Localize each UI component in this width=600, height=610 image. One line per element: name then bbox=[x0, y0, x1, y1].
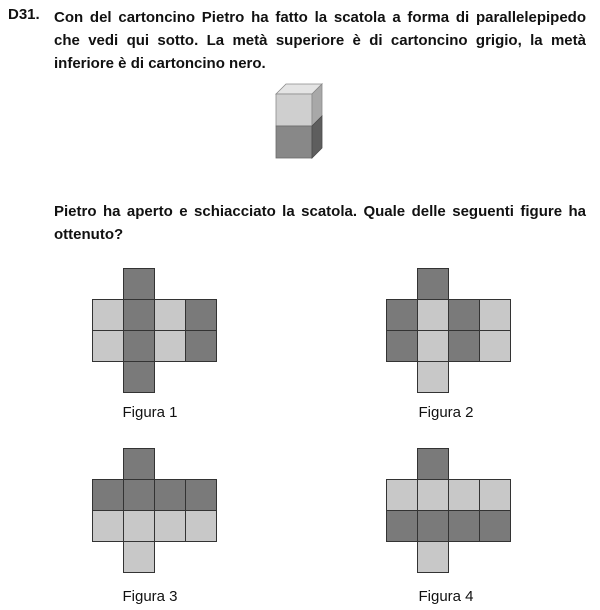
figure-3-cell-bottom bbox=[124, 542, 155, 573]
figure-1-cell-row2-3 bbox=[155, 331, 186, 362]
figure-4-cell-row2-3 bbox=[449, 511, 480, 542]
figure-1-cell-row2-4 bbox=[186, 331, 217, 362]
figure-3-net[interactable] bbox=[92, 448, 217, 573]
figure-3-cell-row2-2 bbox=[124, 511, 155, 542]
figure-4-net[interactable] bbox=[386, 448, 511, 573]
figure-1-cell-row2-1 bbox=[93, 331, 124, 362]
figure-4-cell-row1-1 bbox=[387, 480, 418, 511]
figure-4-cell-row2-4 bbox=[480, 511, 511, 542]
figure-3-cell-row1-2 bbox=[124, 480, 155, 511]
figure-4-cell-row2-1 bbox=[387, 511, 418, 542]
figure-4-cell-row2-2 bbox=[418, 511, 449, 542]
figure-3-cell-row1-4 bbox=[186, 480, 217, 511]
figure-1-cell-row2-2 bbox=[124, 331, 155, 362]
figure-1-cell-row1-2 bbox=[124, 300, 155, 331]
question-text: Con del cartoncino Pietro ha fatto la scatola a forma di parallelepipedo che vedi qui sotto. La metà superiore è di cartoncino grigio, la metà inferiore è di cartoncino nero. bbox=[54, 9, 586, 72]
figure-3-cell-row1-1 bbox=[93, 480, 124, 511]
figure-3-cell-row1-3 bbox=[155, 480, 186, 511]
figure-2-cell-top bbox=[418, 269, 449, 300]
figure-3-cell-top bbox=[124, 449, 155, 480]
figure-1-net[interactable] bbox=[92, 268, 217, 393]
figure-4-cell-row1-2 bbox=[418, 480, 449, 511]
question-number: D31. bbox=[8, 6, 40, 23]
figure-2-cell-row2-1 bbox=[387, 331, 418, 362]
figure-2-caption: Figura 2 bbox=[418, 404, 474, 421]
figure-3-svg bbox=[92, 448, 217, 573]
figure-3-cell-row2-4 bbox=[186, 511, 217, 542]
figure-2-svg bbox=[386, 268, 511, 393]
figure-2-net[interactable] bbox=[386, 268, 511, 393]
figure-1-cell-row1-3 bbox=[155, 300, 186, 331]
figure-4-cell-row1-4 bbox=[480, 480, 511, 511]
figure-3-caption: Figura 3 bbox=[122, 588, 178, 605]
figure-1-cell-top bbox=[124, 269, 155, 300]
figure-1-cell-bottom bbox=[124, 362, 155, 393]
figure-1-svg bbox=[92, 268, 217, 393]
figure-2-cell-row1-1 bbox=[387, 300, 418, 331]
figure-4-cell-bottom bbox=[418, 542, 449, 573]
figure-4-caption: Figura 4 bbox=[418, 588, 474, 605]
figure-1-cell-row1-1 bbox=[93, 300, 124, 331]
figure-2-cell-bottom bbox=[418, 362, 449, 393]
figure-2-cell-row1-3 bbox=[449, 300, 480, 331]
box-illustration bbox=[270, 82, 330, 167]
figure-2-cell-row1-2 bbox=[418, 300, 449, 331]
figure-4-cell-row1-3 bbox=[449, 480, 480, 511]
figure-4-cell-top bbox=[418, 449, 449, 480]
figure-2-cell-row2-3 bbox=[449, 331, 480, 362]
figure-3-cell-row2-3 bbox=[155, 511, 186, 542]
figure-1-caption: Figura 1 bbox=[122, 404, 178, 421]
figure-4-svg bbox=[386, 448, 511, 573]
figure-2-cell-row1-4 bbox=[480, 300, 511, 331]
figure-3-cell-row2-1 bbox=[93, 511, 124, 542]
figure-2-cell-row2-2 bbox=[418, 331, 449, 362]
figure-1-cell-row1-4 bbox=[186, 300, 217, 331]
question-prompt: Pietro ha aperto e schiacciato la scatola. Quale delle seguenti figure ha ottenuto? bbox=[54, 203, 586, 243]
figure-2-cell-row2-4 bbox=[480, 331, 511, 362]
